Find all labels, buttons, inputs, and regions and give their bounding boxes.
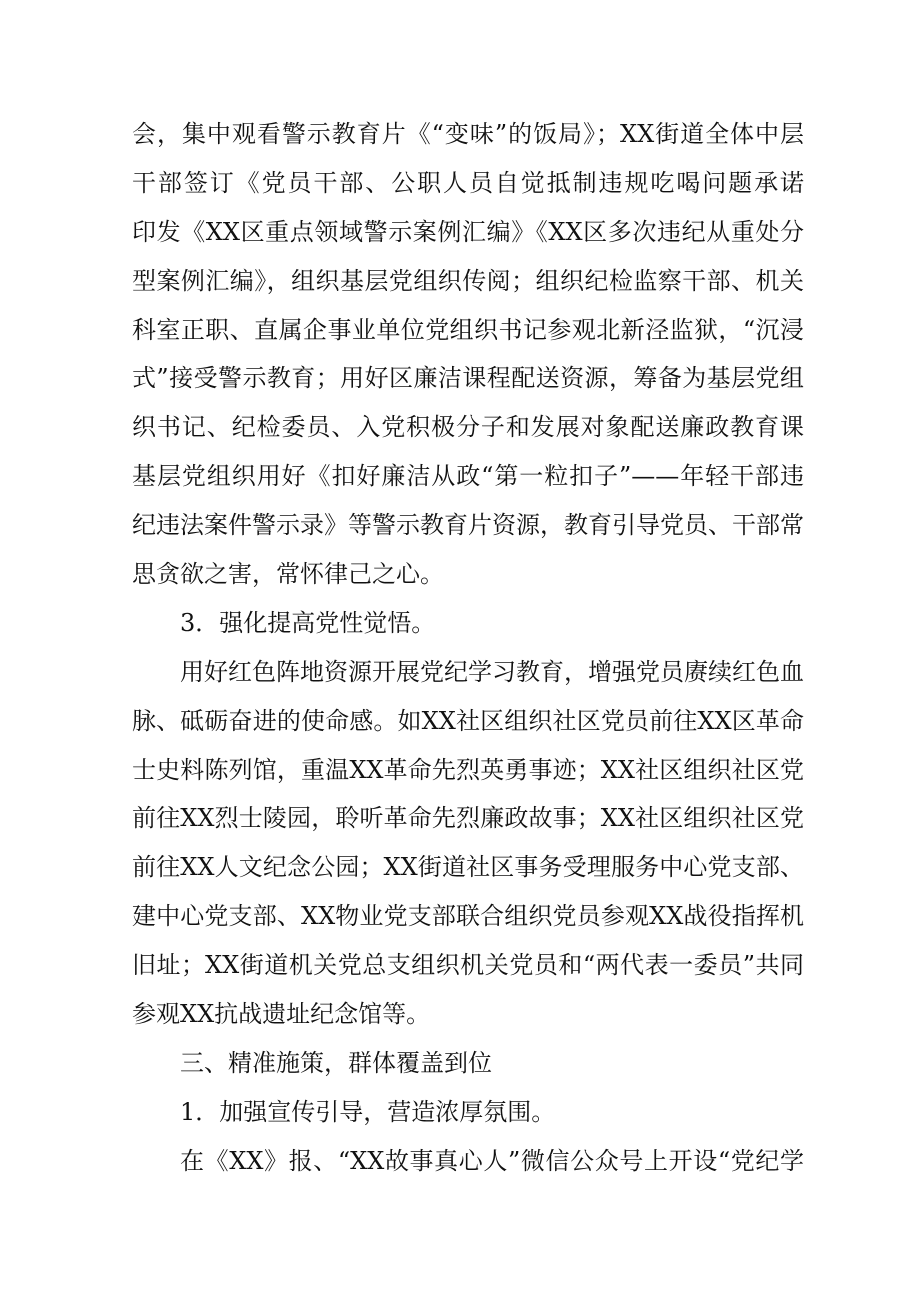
text-line: 建中心党支部、XX物业党支部联合组织党员参观XX战役指挥机 (132, 902, 804, 931)
text-line: 型案例汇编》，组织基层党组织传阅；组织纪检监察干部、机关 (132, 266, 804, 295)
text-line: 在《XX》报、“XX故事真心人”微信公众号上开设“党纪学 (180, 1146, 804, 1175)
text-line: 参观XX抗战遗址纪念馆等。 (132, 1000, 431, 1029)
text-line: 前往XX人文纪念公园；XX街道社区事务受理服务中心党支部、 (132, 853, 804, 882)
text-line: 印发《XX区重点领域警示案例汇编》《XX区多次违纪从重处分 (132, 217, 804, 246)
text-line: 科室正职、直属企事业单位党组织书记参观北新泾监狱，“沉浸 (132, 315, 804, 344)
text-line: 思贪欲之害，常怀律己之心。 (132, 560, 444, 589)
text-line: 式”接受警示教育；用好区廉洁课程配送资源，筹备为基层党组 (132, 364, 804, 393)
text-line: 干部签订《党员干部、公职人员自觉抵制违规吃喝问题承诺 (132, 168, 804, 197)
text-line: 旧址；XX街道机关党总支组织机关党员和“两代表一委员”共同 (132, 951, 804, 980)
document-body (132, 110, 804, 1186)
text-line: 基层党组织用好《扣好廉洁从政“第一粒扣子”——年轻干部违 (132, 462, 804, 491)
text-line: 士史料陈列馆，重温XX革命先烈英勇事迹；XX社区组织社区党 (132, 755, 804, 784)
text-line: 1．加强宣传引导，营造浓厚氛围。 (180, 1097, 556, 1126)
text-line: 前往XX烈士陵园，聆听革命先烈廉政故事；XX社区组织社区党 (132, 804, 804, 833)
text-line: 会，集中观看警示教育片《“变味”的饭局》；XX街道全体中层 (132, 120, 804, 148)
text-line: 脉、砥砺奋进的使命感。如XX社区组织社区党员前往XX区革命 (132, 706, 804, 735)
text-line: 纪违法案件警示录》等警示教育片资源，教育引导党员、干部常 (132, 511, 804, 540)
text-line: 三、精准施策，群体覆盖到位 (180, 1048, 492, 1077)
text-line: 3．强化提高党性觉悟。 (180, 608, 436, 637)
text-line: 织书记、纪检委员、入党积极分子和发展对象配送廉政教育课 (132, 413, 804, 442)
text-line: 用好红色阵地资源开展党纪学习教育，增强党员赓续红色血 (180, 657, 804, 686)
